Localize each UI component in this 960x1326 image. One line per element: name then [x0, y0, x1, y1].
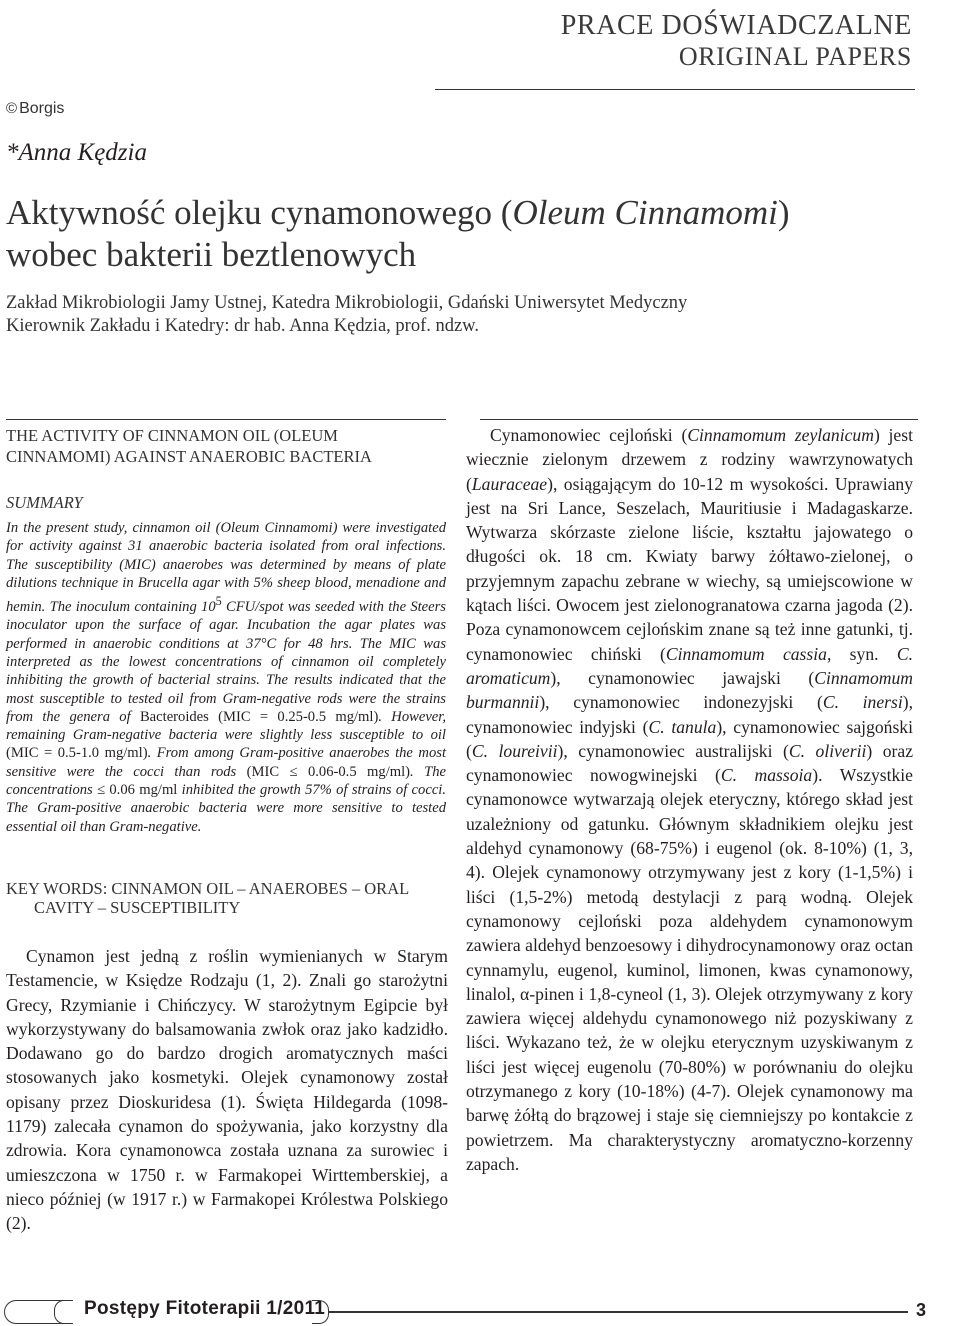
title-line2: wobec bakterii beztlenowych: [6, 235, 417, 274]
summary-part5: . The concentrations: [6, 763, 447, 799]
page-footer: [4, 1296, 938, 1326]
latin-name: C. oliverii: [788, 740, 867, 761]
description-paragraph: [466, 423, 913, 1176]
header-divider: [435, 89, 915, 90]
keywords: [6, 879, 446, 917]
latin-name: Cinnamomum burmannii: [466, 667, 913, 713]
text-run: ), osiągającym do 10-12 m wysokości. Uprawiany jest na Sri Lance, Seszelach, Mauritiusie i Madagaskarze. Wytwarza skórzaste zielone liście, kształtu jajowatego o długości ok. 18 cm. Kwiaty barwy żółtawo-zielonej, o przyjemnym zapachu zebrane w wiechy, są umiejscowione w kątach liści. Owocem jest zielonogranatowa czarna jagoda (2). Poza cynamonowcem cejlońskim znane są też inne gatunki, tj. cynamonowiec chiński (: [466, 473, 913, 664]
footer-bracket-left-inner: [54, 1300, 73, 1324]
text-run: Cynamonowiec cejloński (: [490, 425, 688, 445]
latin-name: Cinnamomum cassia: [665, 643, 827, 664]
summary-part3: . However, remaining Gram-negative bacteria were slightly less susceptible to oil: [6, 708, 446, 744]
text-run: ) jest wiecznie zielonym drzewem z rodziny wawrzynowatych (: [466, 425, 913, 494]
summary-mic-bacteroides: Bacteroides (MIC = 0.25-0.5 mg/ml): [139, 708, 379, 725]
text-run: ), cynamonowiec indyjski (: [466, 692, 913, 737]
left-column-rule: [6, 419, 446, 420]
intro-paragraph: Cynamon jest jedną z roślin wymienianych w Starym Testamencie, w Księdze Rodzaju (1, 2). Znali go starożytni Grecy, Rzymianie i Chińczycy. W starożytnym Egipcie był wykorzystywany do balsamowania zwłok oraz jako kadzidło. Dodawano go do bardzo drogich aromatycznych maści stosowanych jako kosmetyki. Olejek cynamonowy został opisany przez Dioskuridesa (1). Święta Hildegarda (1098-1179) zalecała cynamon do spożywania, jako korzystny dla zdrowia. Kora cynamonowca została uznana za surowiec i umieszczona w 1750 r. w Farmakopei Wirttemberskiej, a nieco później (w 1917 r.) w Farmakopei Królestwa Polskiego (2).: [6, 946, 448, 1234]
author-name: *Anna Kędzia: [6, 139, 147, 166]
keywords-line1: KEY WORDS: CINNAMON OIL – ANAEROBES – ORAL: [6, 879, 410, 898]
summary-part1: In the present study, cinnamon oil (Oleum Cinnamomi) were investigated for activity against 31 anaerobic bacteria isolated from oral infections. The susceptibility (MIC) anaerobes was determined by means of plate dilutions technique in Brucella agar with 5% sheep blood, menadione and hemin. The inoculum containing 10: [6, 520, 446, 616]
summary-exponent: 5: [215, 594, 222, 609]
text-run: ), cynamonowiec sajgoński (: [466, 716, 913, 761]
summary-heading: SUMMARY: [6, 493, 83, 512]
text-run: , syn.: [826, 643, 897, 664]
summary-mic-cocci: (MIC ≤ 0.06-0.5 mg/ml): [246, 763, 411, 780]
affiliation: [6, 292, 936, 338]
text-run: ) oraz cynamonowiec nowogwinejski (: [466, 740, 913, 786]
summary-part6: inhibited the growth 57% of strains of cocci. The Gram-positive anaerobic bacteria were more sensitive to tested essential oil than Gram-negative.: [6, 782, 446, 835]
section-header: [448, 10, 912, 72]
title-part1: Aktywność olejku cynamonowego (: [6, 193, 513, 232]
latin-name: C. aromaticum: [466, 643, 913, 688]
text-run: ), cynamonowiec indonezyjski (: [539, 692, 823, 713]
body-text-left: [6, 944, 448, 1236]
latin-name: Lauraceae: [471, 473, 548, 494]
summary-text: [6, 519, 446, 836]
title-latin-name: Oleum Cinnamomi: [512, 193, 778, 232]
summary-part2: CFU/spot was seeded with the Steers inoculator upon the surface of agar. Incubation the agar plates was performed in anaerobic conditions at 37°C for 48 hrs. The MIC was interpreted as the lowest concentrations of cinnamon oil completely inhibiting the growth of bacterial strains. The results indicated that the most susceptible to tested oil from Gram-negative rods were the strains from the genera of: [6, 599, 446, 725]
latin-name: C. loureivii: [471, 740, 558, 761]
abstract-title: THE ACTIVITY OF CINNAMON OIL (OLEUM CINNAMOMI) AGAINST ANAEROBIC BACTERIA: [6, 426, 372, 466]
section-title-english: ORIGINAL PAPERS: [678, 42, 912, 71]
right-column-rule: [480, 419, 918, 420]
journal-name: Postępy Fitoterapii 1/2011: [84, 1298, 326, 1319]
affiliation-head: Kierownik Zakładu i Katedry: dr hab. Anna Kędzia, prof. ndzw.: [6, 316, 479, 336]
publisher: [6, 100, 64, 118]
summary-concentration: ≤ 0.06 mg/ml: [97, 782, 178, 799]
footer-bracket-right: [312, 1300, 329, 1324]
latin-name: C. inersi: [822, 692, 903, 713]
latin-name: Cinnamomum zeylanicum: [687, 425, 874, 445]
text-run: ). Wszystkie cynamonowce wytwarzają olejek eteryczny, którego skład jest uzależniony od gatunku. Głównym składnikiem olejku jest aldehyd cynamonowy (68-75%) i eugenol (ok. 8-10%) (1, 3, 4). Olejek cynamonowy otrzymywany jest z kory (1-1,5%) i liści (1,5-2%) metodą destylacji z parą wodną. Olejek cynamonowy cejloński poza aldehydem cynamonowym zawiera aldehyd benzoesowy i dihydrocynamonowy oraz octan cynnamylu, eugenol, kuminol, limonen, kwas cynamonowy, linalol, α-pinen i 1,8-cyneol (1, 3). Olejek otrzymywany z kory zawiera więcej aldehydu cynamonowego niż pozyskiwany z liści. Wykazano też, że w olejku eterycznym uzyskiwanym z liści jest więcej eugenolu (70-80%) w porównaniu do olejku otrzymanego z kory (10-18%) (4-7). Olejek cynamonowy ma barwę żółtą do brązowej i staje się ciemniejszy po kontakcie z powietrzem. Ma charakterystyczny aromatyczno-korzenny zapach.: [466, 765, 913, 1174]
article-title: [6, 192, 936, 276]
text-run: ), cynamonowiec australijski (: [557, 740, 789, 761]
text-run: ), cynamonowiec jawajski (: [550, 667, 815, 688]
copyright-icon: ©: [6, 100, 18, 117]
page-number: 3: [916, 1300, 927, 1320]
summary-part4: . From among Gram-positive anaerobes the most sensitive were the cocci than rods: [6, 745, 446, 780]
section-title-polish: PRACE DOŚWIADCZALNE: [560, 10, 912, 41]
keywords-line2: CAVITY – SUSCEPTIBILITY: [34, 898, 241, 917]
latin-name: C. tanula: [648, 716, 717, 737]
title-part2: ): [777, 193, 790, 232]
footer-rule: [328, 1311, 908, 1313]
summary-mic-gram-negative: (MIC = 0.5-1.0 mg/ml): [6, 745, 148, 762]
affiliation-department: Zakład Mikrobiologii Jamy Ustnej, Katedra Mikrobiologii, Gdański Uniwersytet Medyczny: [6, 293, 688, 313]
latin-name: C. massoia: [720, 765, 813, 786]
publisher-name: Borgis: [19, 100, 65, 117]
body-text-right: [466, 423, 913, 1176]
